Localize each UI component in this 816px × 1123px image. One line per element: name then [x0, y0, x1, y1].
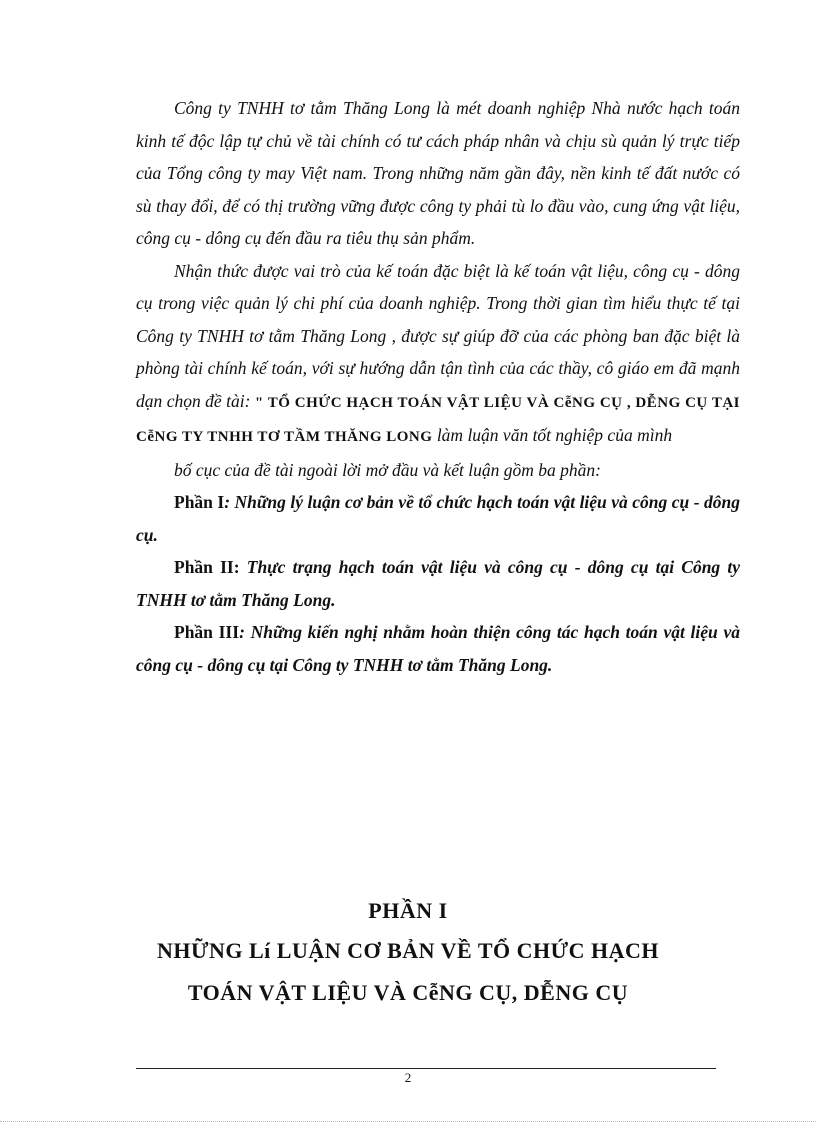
- part-title: Những kiến nghị nhằm hoàn thiện công tác hạch toán vật liệu và công cụ - dông cụ tại Công ty TNHH tơ tằm Thăng Long.: [136, 622, 741, 675]
- part-label: Phần II: [174, 557, 234, 577]
- section-title-line-2: TOÁN VẬT LIỆU VÀ CễNG CỤ, DỄNG CỤ: [187, 980, 629, 1005]
- structure-intro: bố cục của đề tài ngoài lời mở đầu và kết luận gồm ba phần:: [174, 459, 601, 480]
- part-label: Phần III: [174, 622, 240, 642]
- footer-divider: [136, 1068, 716, 1069]
- part-label: Phần I: [174, 492, 225, 512]
- page-number: 2: [404, 1070, 412, 1085]
- part-separator: :: [233, 557, 247, 577]
- part-item: [136, 486, 740, 551]
- intro-paragraph-2: [136, 255, 740, 454]
- part-title: Những lý luận cơ bản về tổ chức hạch toán vật liệu và công cụ - dông cụ.: [136, 492, 741, 545]
- thesis-topic: " TỔ CHỨC HẠCH TOÁN VẬT LIỆU VÀ CễNG CỤ , DỄNG CỤ TẠI CễNG TY TNHH TƠ TẦM THĂNG LONG: [136, 394, 740, 445]
- section-title-line-1: NHỮNG Lí LUẬN CƠ BẢN VỀ TỔ CHỨC HẠCH: [156, 938, 660, 963]
- part-separator: :: [239, 622, 251, 642]
- part-item: [136, 551, 740, 616]
- intro-paragraph-2-text: Nhận thức được vai trò của kế toán đặc biệt là kế toán vật liệu, công cụ - dông cụ trong việc quản lý chi phí của doanh nghiệp. Trong thời gian tìm hiểu thực tế tại Công ty TNHH tơ tằm Thăng Long , được sự giúp đỡ của các phòng ban đặc biệt là phòng tài chính kế toán, với sự hướng dẫn tận tình của các thầy, cô giáo em đã mạnh dạn chọn đề tài:: [136, 260, 740, 411]
- intro-paragraph-1: Công ty TNHH tơ tằm Thăng Long là mét doanh nghiệp Nhà nước hạch toán kinh tế độc lập tự chủ về tài chính có tư cách pháp nhân và chịu sù quản lý trực tiếp của Tổng công ty may Việt nam. Trong những năm gần đây, nền kinh tế đất nước có sù thay đổi, để có thị trường vững được công ty phải tù lo đầu vào, cung ứng vật liệu, công cụ - dông cụ đến đầu ra tiêu thụ sản phẩm.: [136, 98, 740, 248]
- part-separator: :: [224, 492, 235, 512]
- part-item: [136, 616, 740, 681]
- part-title: Thực trạng hạch toán vật liệu và công cụ - dông cụ tại Công ty TNHH tơ tằm Thăng Long.: [136, 557, 740, 610]
- page-edge: [0, 1121, 816, 1122]
- body-text: [136, 92, 740, 681]
- section-heading: PHẦN I: [368, 898, 448, 923]
- intro-paragraph-2-tail: làm luận văn tốt nghiệp của mình: [432, 425, 673, 445]
